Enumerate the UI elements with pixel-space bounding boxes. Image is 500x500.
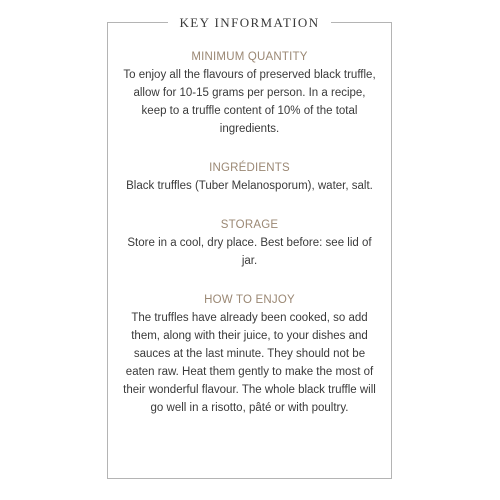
section-storage [120,216,379,270]
section-body: Store in a cool, dry place. Best before: see lid of jar. [127,237,372,267]
panel-title-wrapper [108,13,391,33]
section-heading: INGRÉDIENTS [209,162,290,174]
section-body: The truffles have already been cooked, so add them, along with their juice, to your dishes and sauces at the last minute. They should not be eaten raw. Heat them gently to make the most of their wonderful flavour. The whole black truffle will go well in a risotto, pâté or with poultry. [123,312,376,414]
section-minimum-quantity [120,48,379,138]
panel-title: KEY INFORMATION [168,13,330,33]
section-heading: STORAGE [220,219,279,231]
section-how-to-enjoy [120,291,379,417]
section-heading: MINIMUM QUANTITY [191,51,308,63]
section-body: To enjoy all the flavours of preserved black truffle, allow for 10-15 grams per person. In a recipe, keep to a truffle content of 10% of the total ingredients. [123,69,376,135]
key-information-panel [107,15,392,479]
panel-content [120,48,379,438]
section-heading: HOW TO ENJOY [204,294,295,306]
section-ingredients [120,159,379,195]
section-body: Black truffles (Tuber Melanosporum), water, salt. [126,180,373,192]
